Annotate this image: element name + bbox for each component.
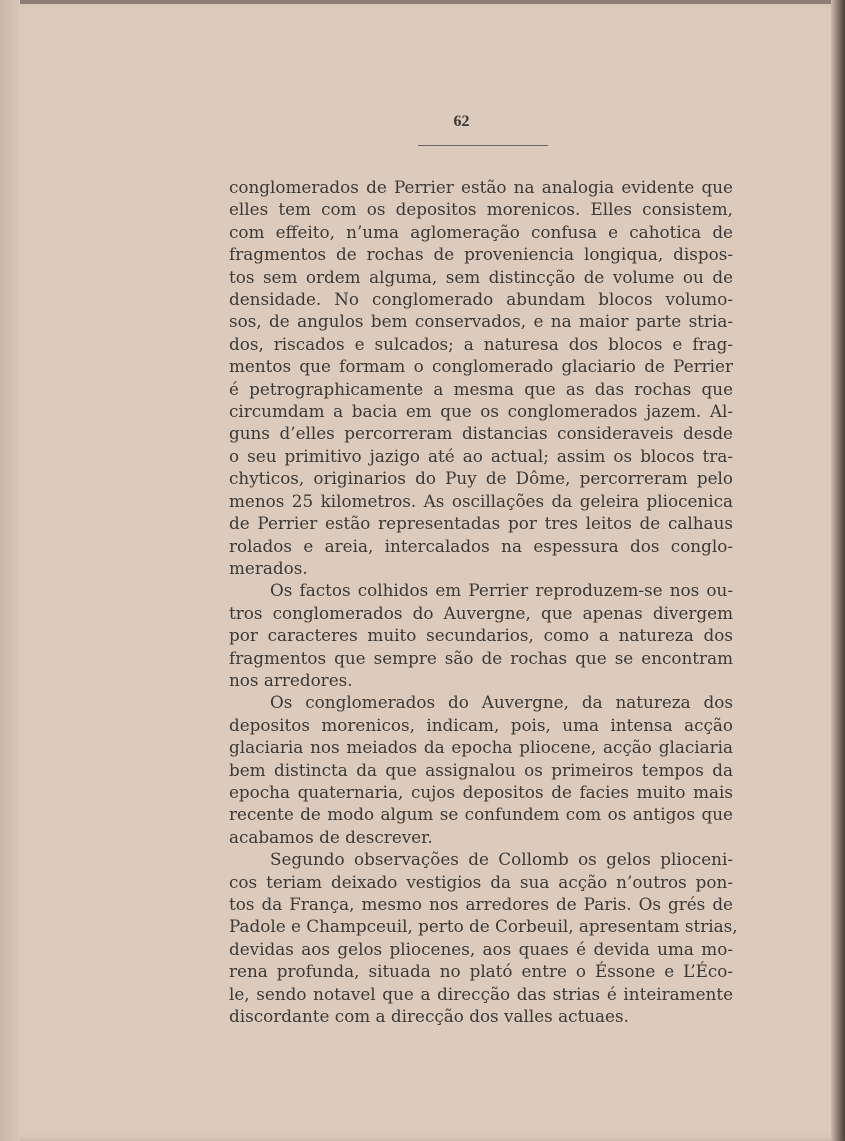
text-line: epocha quaternaria, cujos depositos de facies muito mais: [229, 781, 733, 802]
text-line: guns d’elles percorreram distancias consideraveis desde: [229, 423, 733, 444]
text-line: depositos morenicos, indicam, pois, uma intensa acção: [229, 714, 733, 735]
text-line: dos, riscados e sulcados; a naturesa dos blocos e frag-: [229, 333, 733, 354]
page-top-edge: [0, 0, 845, 4]
text-line: fragmentos que sempre são de rochas que se encontram: [229, 647, 733, 668]
text-line: Segundo observações de Collomb os gelos plioceni-: [270, 849, 733, 870]
text-line: cos teriam deixado vestigios da sua acção n’outros pon-: [229, 871, 733, 892]
page-spine-shadow: [0, 0, 20, 1141]
paragraph: [229, 848, 738, 1027]
text-line: fragmentos de rochas de proveniencia longiqua, dispos-: [229, 244, 733, 265]
paragraph: [229, 691, 733, 848]
text-line: devidas aos gelos pliocenes, aos quaes é devida uma mo-: [229, 938, 733, 959]
text-line: tos sem ordem alguma, sem distincção de volume ou de: [229, 266, 733, 287]
text-line: bem distincta da que assignalou os primeiros tempos da: [229, 759, 733, 780]
text-line: rena profunda, situada no plató entre o Éssone e L’Éco-: [229, 961, 733, 982]
text-line: Os factos colhidos em Perrier reproduzem-se nos ou-: [270, 580, 733, 601]
text-line: elles tem com os depositos morenicos. Elles consistem,: [229, 199, 733, 220]
text-line: é petrographicamente a mesma que as das rochas que: [229, 378, 733, 399]
paragraph: [229, 579, 733, 691]
text-line: acabamos de descrever.: [229, 826, 433, 847]
text-line: densidade. No conglomerado abundam blocos volumo-: [229, 289, 733, 310]
header-rule: [418, 145, 548, 146]
page-right-edge: [831, 0, 845, 1141]
text-line: sos, de angulos bem conservados, e na maior parte stria-: [229, 311, 733, 332]
body-text: [229, 176, 738, 1027]
paragraph: [229, 176, 733, 579]
text-line: conglomerados de Perrier estão na analogia evidente que: [229, 177, 733, 197]
text-line: Padole e Champceuil, perto de Corbeuil, apresentam strias,: [229, 916, 738, 937]
text-line: o seu primitivo jazigo até ao actual; assim os blocos tra-: [229, 445, 733, 466]
text-line: tos da França, mesmo nos arredores de Paris. Os grés de: [229, 894, 733, 914]
text-line: Os conglomerados do Auvergne, da natureza dos: [270, 692, 733, 713]
text-line: glaciaria nos meiados da epocha pliocene, acção glaciaria: [229, 737, 733, 758]
text-line: com effeito, n’uma aglomeração confusa e cahotica de: [229, 221, 733, 242]
text-line: chyticos, originarios do Puy de Dôme, percorreram pelo: [229, 468, 733, 489]
text-line: por caracteres muito secundarios, como a natureza dos: [229, 625, 733, 646]
text-line: recente de modo algum se confundem com os antigos que: [229, 804, 733, 825]
text-line: menos 25 kilometros. As oscillações da geleira pliocenica: [229, 490, 733, 511]
text-line: nos arredores.: [229, 669, 353, 690]
text-line: le, sendo notavel que a direcção das strias é inteiramente: [229, 983, 733, 1004]
page-number: 62: [453, 113, 470, 130]
text-line: merados.: [229, 557, 308, 578]
text-line: discordante com a direcção dos valles actuaes.: [229, 1006, 629, 1027]
text-line: mentos que formam o conglomerado glaciario de Perrier: [229, 356, 733, 377]
text-line: tros conglomerados do Auvergne, que apenas divergem: [229, 602, 733, 623]
text-line: de Perrier estão representadas por tres leitos de calhaus: [229, 513, 733, 534]
text-line: circumdam a bacia em que os conglomerados jazem. Al-: [229, 401, 733, 422]
text-line: rolados e areia, intercalados na espessura dos conglo-: [229, 535, 733, 556]
